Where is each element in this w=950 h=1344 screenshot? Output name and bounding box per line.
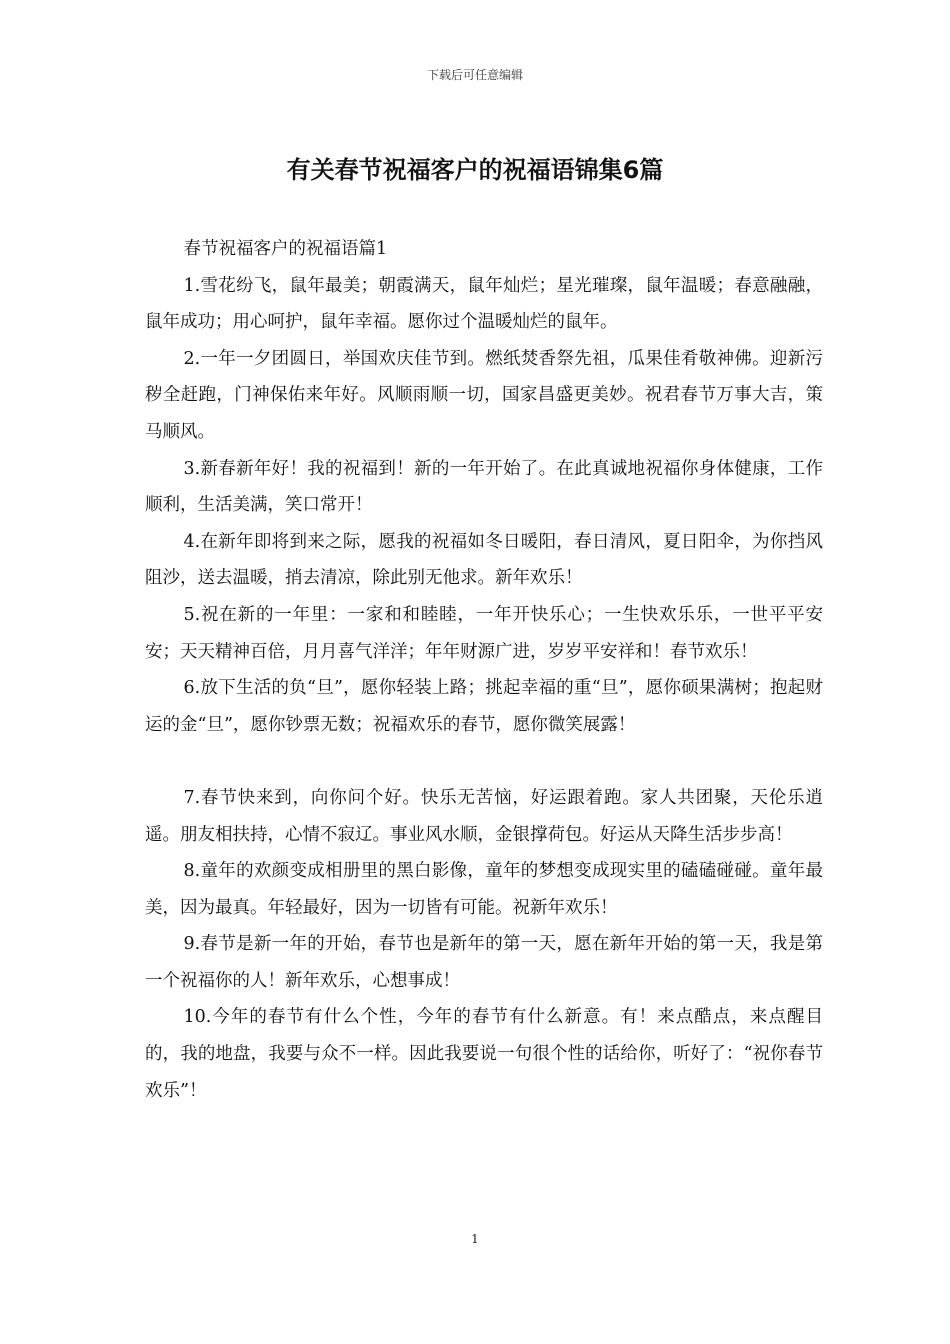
paragraph-9: 9.春节是新一年的开始，春节也是新年的第一天，愿在新年开始的第一天，我是第一个祝福你的人！新年欢乐，心想事成！ — [145, 934, 823, 991]
paragraph-5: 5.祝在新的一年里：一家和和睦睦，一年开快乐心；一生快欢乐乐，一世平平安安；天天精神百倍，月月喜气洋洋；年年财源广进，岁岁平安祥和！春节欢乐！ — [145, 604, 823, 662]
paragraph-8: 8.童年的欢颜变成相册里的黑白影像，童年的梦想变成现实里的磕磕碰碰。童年最美，因为最真。年轻最好，因为一切皆有可能。祝新年欢乐！ — [145, 861, 823, 918]
document-body — [145, 231, 823, 1109]
document-title: 有关春节祝福客户的祝福语锦集6篇 — [286, 156, 664, 184]
paragraph-3: 3.新春新年好！我的祝福到！新的一年开始了。在此真诚地祝福你身体健康，工作顺利，生活美满，笑口常开！ — [145, 458, 823, 516]
page-header-note: 下载后可任意编辑 — [426, 68, 523, 82]
paragraph-6: 6.放下生活的负“旦”，愿你轻装上路；挑起幸福的重“旦”，愿你硕果满树；抱起财运的金“旦”，愿你钞票无数；祝福欢乐的春节，愿你微笑展露！ — [145, 678, 823, 735]
paragraph-1: 1.雪花纷飞，鼠年最美；朝霞满天，鼠年灿烂；星光璀璨，鼠年温暖；春意融融，鼠年成功；用心呵护，鼠年幸福。愿你过个温暖灿烂的鼠年。 — [145, 275, 823, 333]
paragraph-2: 2.一年一夕团圆日，举国欢庆佳节到。燃纸焚香祭先祖，瓜果佳肴敬神佛。迎新污秽全赶跑，门神保佑来年好。风顺雨顺一切，国家昌盛更美妙。祝君春节万事大吉，策马顺风。 — [145, 348, 823, 442]
paragraph-4: 4.在新年即将到来之际，愿我的祝福如冬日暖阳，春日清风，夏日阳伞，为你挡风阻沙，送去温暖，捎去清凉，除此别无他求。新年欢乐！ — [145, 531, 823, 589]
paragraph-10: 10.今年的春节有什么个性，今年的春节有什么新意。有！来点酷点，来点醒目的，我的地盘，我要与众不一样。因此我要说一句很个性的话给你，听好了：“祝你春节欢乐”！ — [145, 1007, 823, 1101]
paragraph-7: 7.春节快来到，向你问个好。快乐无苦恼，好运跟着跑。家人共团聚，天伦乐逍遥。朋友相扶持，心情不寂辽。事业风水顺，金银撑荷包。好运从天降生活步步高！ — [145, 787, 823, 845]
section-heading: 春节祝福客户的祝福语篇1 — [183, 239, 388, 259]
page-number: 1 — [471, 1232, 479, 1246]
